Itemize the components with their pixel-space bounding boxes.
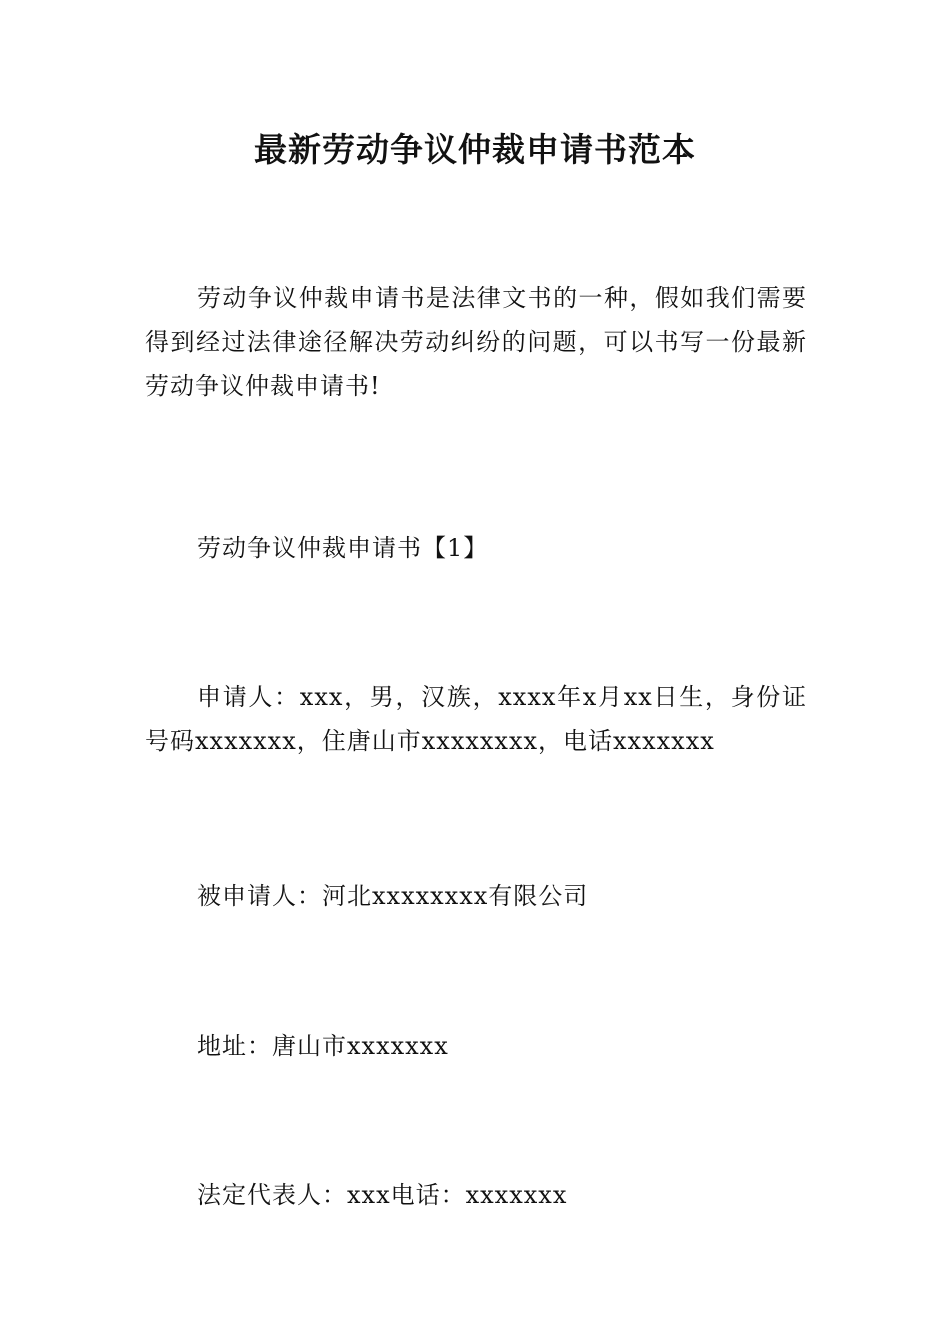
section-heading: 劳动争议仲裁申请书【1】 bbox=[197, 534, 489, 562]
address-paragraph: 地址：唐山市xxxxxxx bbox=[197, 1032, 449, 1060]
legal-representative-paragraph: 法定代表人：xxx电话：xxxxxxx bbox=[197, 1181, 568, 1209]
respondent-paragraph: 被申请人：河北xxxxxxxx有限公司 bbox=[197, 882, 589, 910]
intro-paragraph: 劳动争议仲裁申请书是法律文书的一种，假如我们需要得到经过法律途径解决劳动纠纷的问题，可以书写一份最新劳动争议仲裁申请书! bbox=[145, 284, 807, 400]
applicant-paragraph: 申请人：xxx，男，汉族，xxxx年x月xx日生，身份证号码xxxxxxx，住唐山市xxxxxxxx，电话xxxxxxx bbox=[145, 683, 807, 755]
document-title: 最新劳动争议仲裁申请书范本 bbox=[254, 130, 696, 169]
